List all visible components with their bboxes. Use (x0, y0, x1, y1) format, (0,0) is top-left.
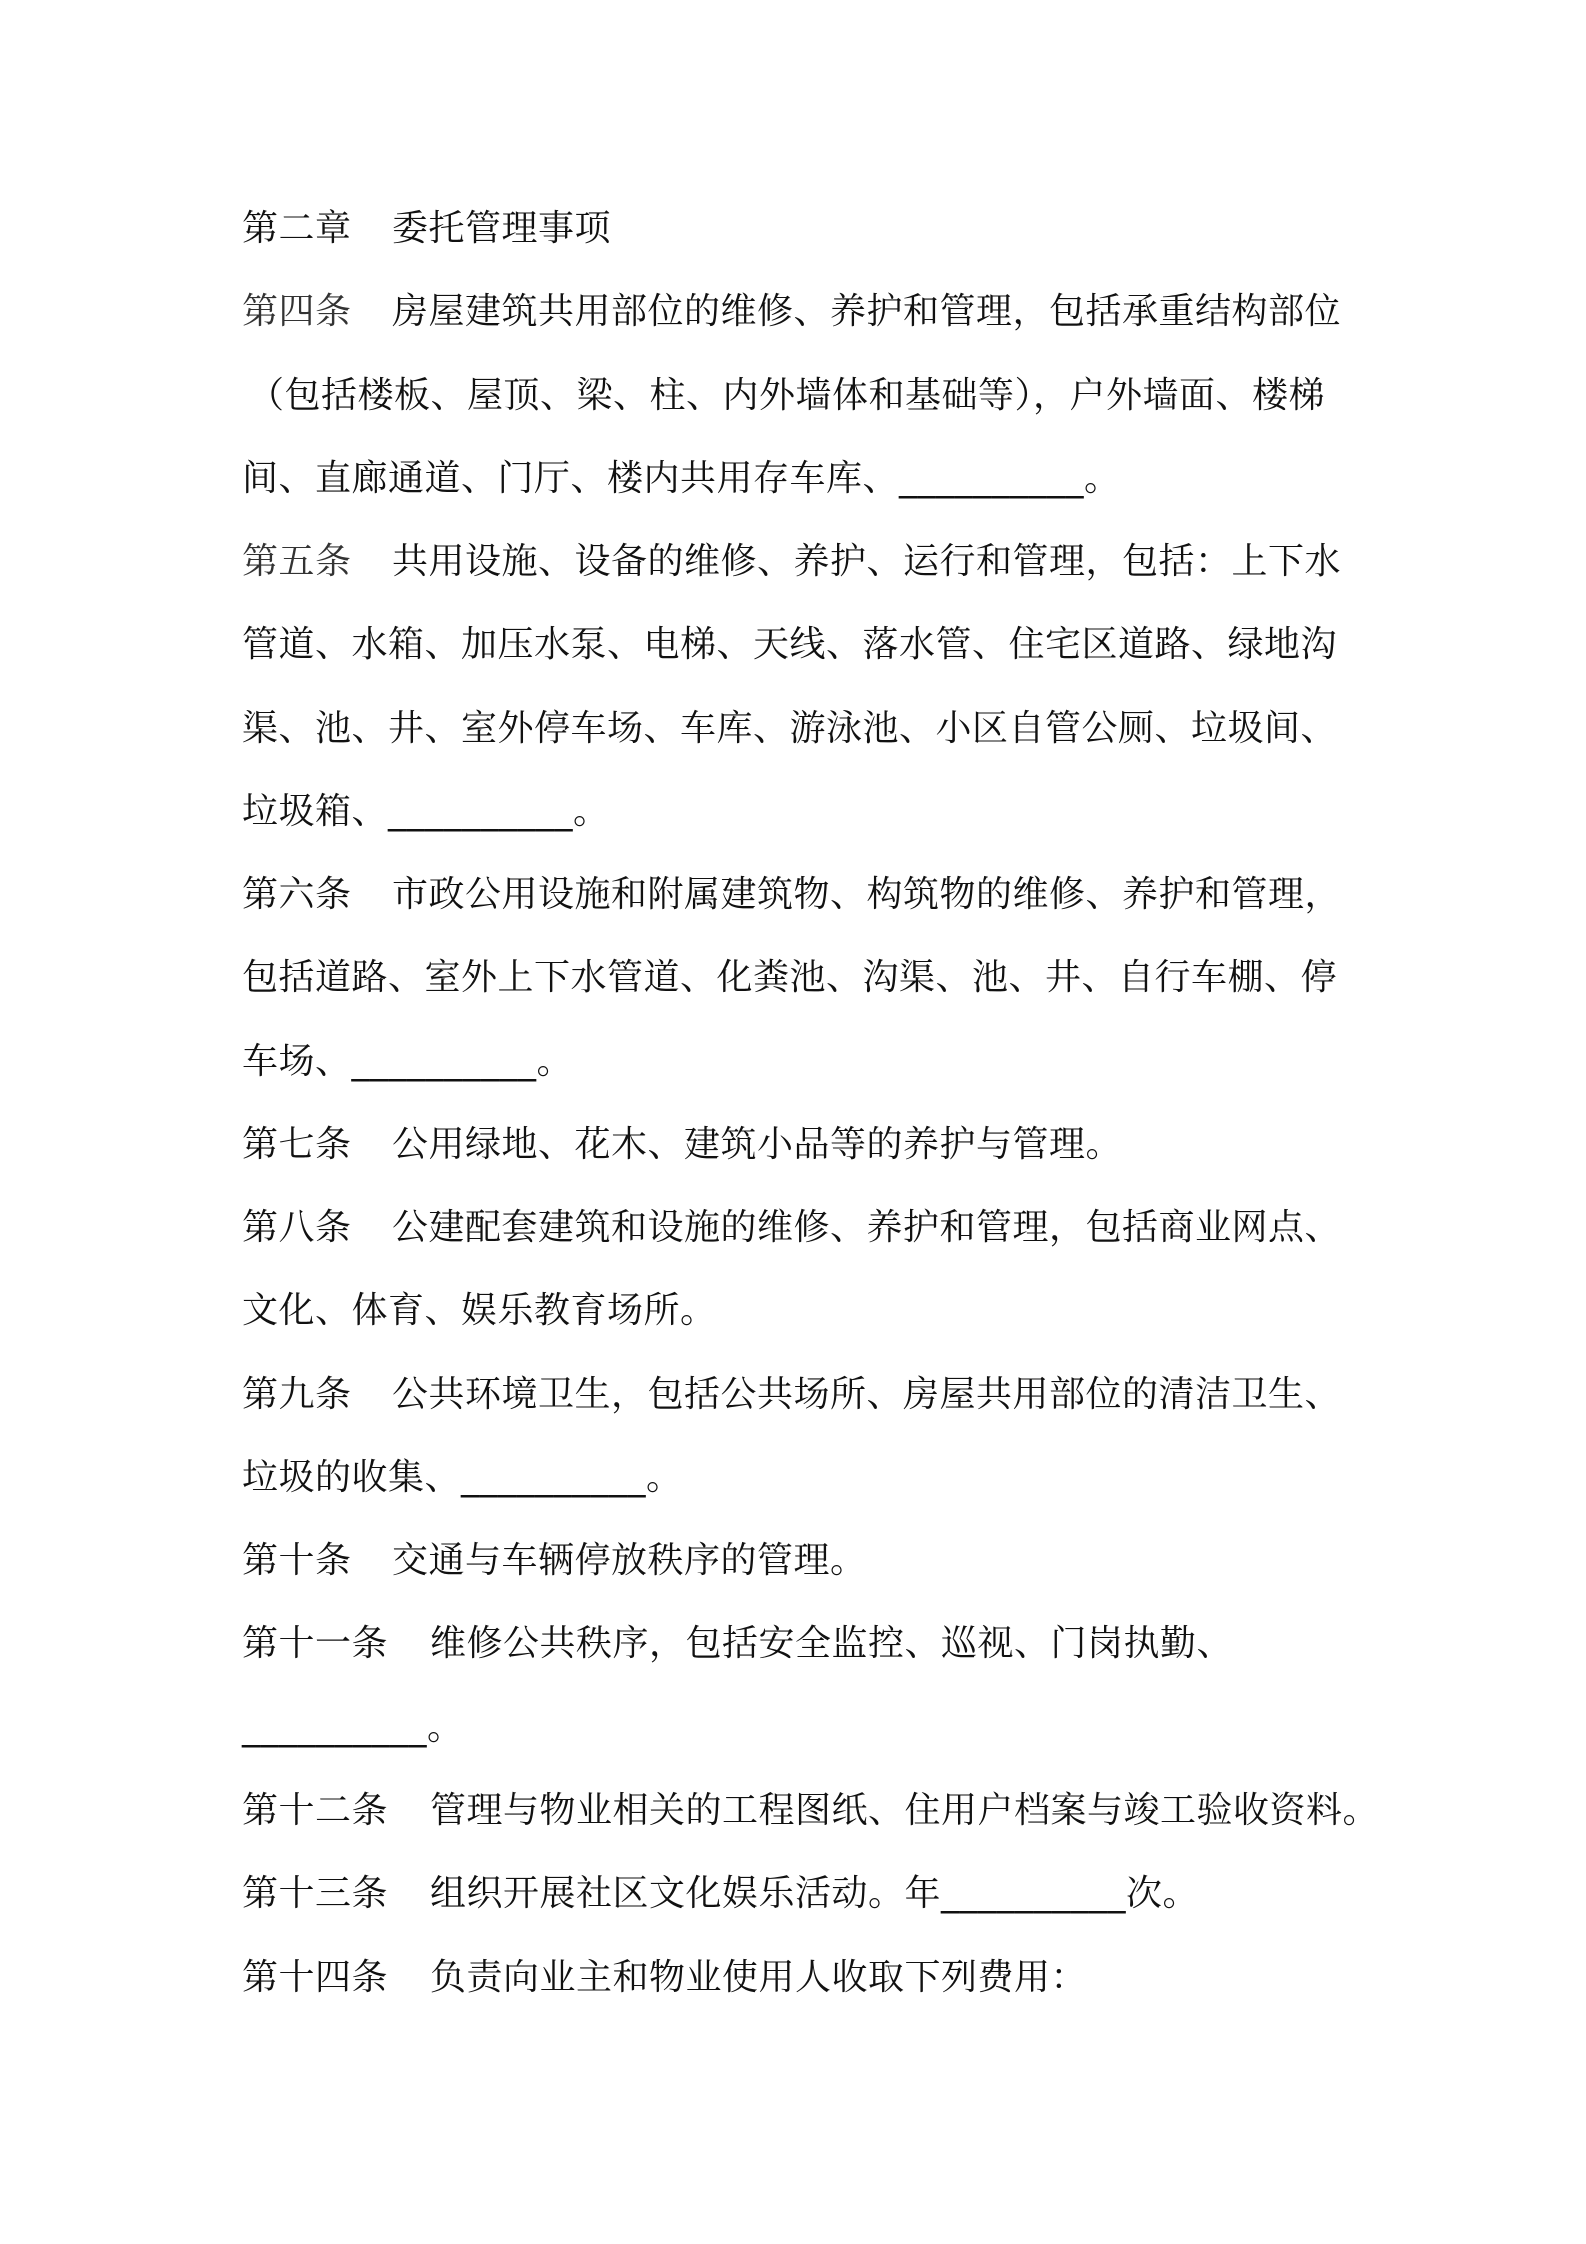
article-11-line-2: __________。 (242, 1707, 464, 1748)
chapter-title: 委托管理事项 (392, 208, 612, 249)
article-6-text: 市政公用设施和附属建筑物、构筑物的维修、养护和管理， (392, 874, 1342, 915)
article-13-label: 第十三条 (242, 1873, 389, 1914)
article-7-line-1 (242, 1121, 1122, 1169)
article-7-label: 第七条 (242, 1124, 352, 1165)
article-5-text: 共用设施、设备的维修、养护、运行和管理，包括：上下水 (392, 541, 1342, 582)
article-10-label: 第十条 (242, 1540, 352, 1581)
article-9-line-2: 垃圾的收集、__________。 (242, 1457, 683, 1498)
article-9-text: 公共环境卫生，包括公共场所、房屋共用部位的清洁卫生、 (392, 1374, 1342, 1415)
article-12-label: 第十二条 (242, 1790, 389, 1831)
article-11-line-1 (242, 1620, 1233, 1668)
article-8-text: 公建配套建筑和设施的维修、养护和管理，包括商业网点、 (392, 1207, 1342, 1248)
article-6-line-1 (242, 871, 1341, 919)
article-14-text: 负责向业主和物业使用人收取下列费用： (430, 1957, 1088, 1998)
article-10-line-1 (242, 1537, 867, 1585)
article-7-text: 公用绿地、花木、建筑小品等的养护与管理。 (392, 1124, 1123, 1165)
article-10-text: 交通与车辆停放秩序的管理。 (392, 1540, 867, 1581)
article-6-line-2: 包括道路、室外上下水管道、化粪池、沟渠、池、井、自行车棚、停 (242, 957, 1338, 998)
article-9-label: 第九条 (242, 1374, 352, 1415)
article-4-text: 房屋建筑共用部位的维修、养护和管理，包括承重结构部位 (392, 291, 1342, 332)
article-6-label: 第六条 (242, 874, 352, 915)
article-8-line-2: 文化、体育、娱乐教育场所。 (242, 1290, 717, 1331)
article-6-line-3: 车场、__________。 (242, 1041, 574, 1082)
article-4-line-3: 间、直廊通道、门厅、楼内共用存车库、__________。 (242, 458, 1121, 499)
chapter-label: 第二章 (242, 208, 352, 249)
article-5-line-3: 渠、池、井、室外停车场、车库、游泳池、小区自管公厕、垃圾间、 (242, 708, 1338, 749)
article-14-label: 第十四条 (242, 1957, 389, 1998)
chapter-heading (242, 205, 611, 253)
article-14-line-1 (242, 1954, 1087, 2002)
article-11-label: 第十一条 (242, 1623, 389, 1664)
article-5-line-1 (242, 538, 1341, 586)
article-8-line-1 (242, 1204, 1341, 1252)
article-9-line-1 (242, 1371, 1341, 1419)
article-8-label: 第八条 (242, 1207, 352, 1248)
article-4-line-2: （包括楼板、屋顶、梁、柱、内外墙体和基础等），户外墙面、楼梯 (248, 375, 1326, 416)
article-5-line-2: 管道、水箱、加压水泵、电梯、天线、落水管、住宅区道路、绿地沟 (242, 624, 1338, 665)
article-5-label: 第五条 (242, 541, 352, 582)
article-12-text: 管理与物业相关的工程图纸、住用户档案与竣工验收资料。 (430, 1790, 1380, 1831)
article-5-line-4: 垃圾箱、__________。 (242, 791, 610, 832)
article-4-line-1 (242, 288, 1341, 336)
article-13-line-1 (242, 1870, 1199, 1918)
article-12-line-1 (242, 1787, 1379, 1835)
article-4-label: 第四条 (242, 291, 352, 332)
article-11-text: 维修公共秩序，包括安全监控、巡视、门岗执勤、 (430, 1623, 1234, 1664)
article-13-text: 组织开展社区文化娱乐活动。年__________次。 (430, 1873, 1200, 1914)
